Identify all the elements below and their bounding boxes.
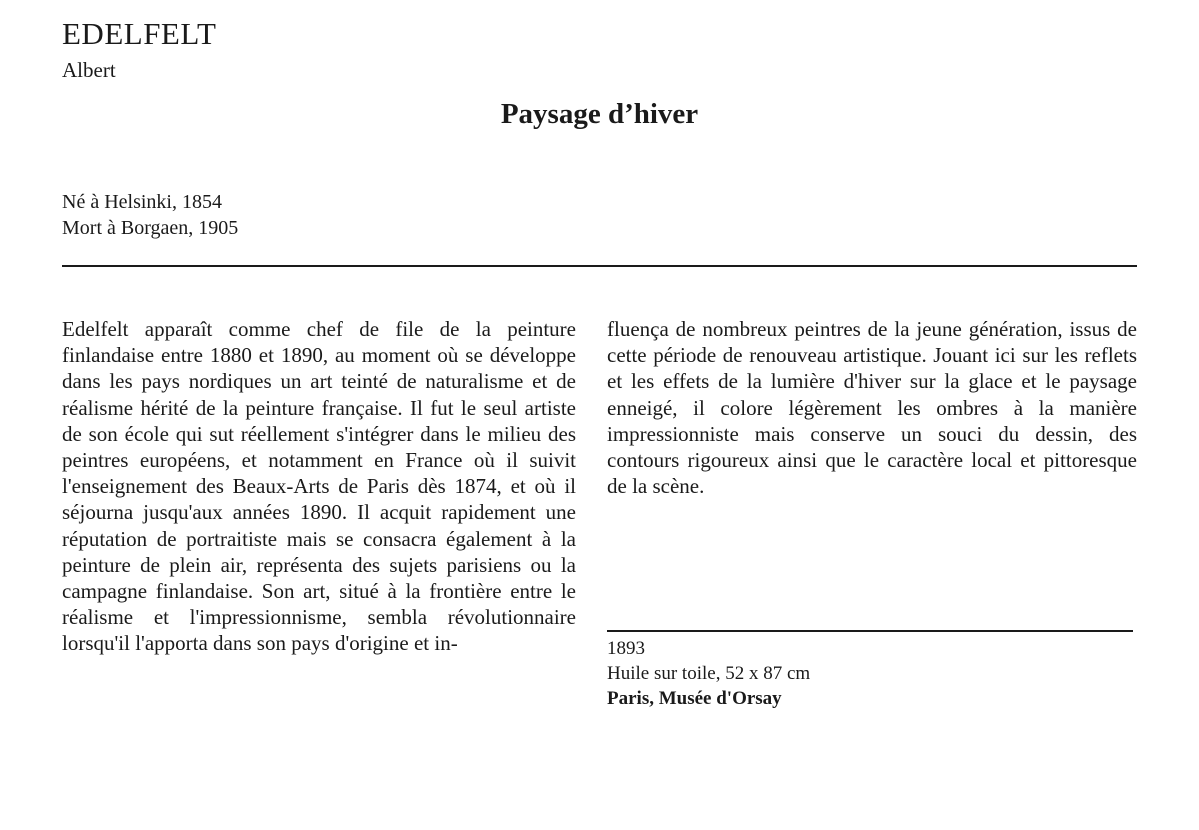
body-text-left-column: Edelfelt apparaît comme chef de file de la peinture finlandaise entre 1880 et 1890, au moment où se développe dans les pays nordiques un art teinté de naturalisme et de réalisme hérité de la peinture française. Il fut le seul artiste de son école qui sut réellement s'intégrer dans le milieu des peintres européens, et notamment en France où il suivit l'enseignement des Beaux-Arts de Paris dès 1874, et où il séjourna jusqu'aux années 1890. Il acquit rapidement une réputation de portraitiste mais se consacra également à la peinture de plein air, représenta des sujets parisiens ou la campagne finlandaise. Son art, situé à la frontière entre le réalisme et l'impressionnisme, sembla révolutionnaire lorsqu'il l'apporta dans son pays d'origine et in- bbox=[62, 317, 576, 656]
header-divider bbox=[62, 265, 1137, 267]
artwork-location: Paris, Musée d'Orsay bbox=[607, 688, 782, 709]
artist-life-dates bbox=[62, 189, 238, 241]
artwork-title: Paysage d’hiver bbox=[500, 98, 699, 130]
birth-line: Né à Helsinki, 1854 bbox=[62, 191, 222, 213]
artwork-medium: Huile sur toile, 52 x 87 cm bbox=[607, 663, 811, 684]
artist-firstname: Albert bbox=[62, 58, 116, 82]
artist-surname: EDELFELT bbox=[62, 16, 217, 51]
death-line: Mort à Borgaen, 1905 bbox=[62, 217, 239, 239]
artwork-year: 1893 bbox=[607, 638, 645, 659]
artwork-meta bbox=[607, 636, 810, 711]
body-text-right-column: fluença de nombreux peintres de la jeune génération, issus de cette période de renouveau artistique. Jouant ici sur les reflets et les effets de la lumière d'hiver sur la glace et le paysage enneigé, il colore légèrement les ombres à la manière impressionniste mais conserve un souci du dessin, des contours rigoureux ainsi que le caractère local et pittoresque de la scène. bbox=[607, 317, 1137, 499]
artwork-meta-divider bbox=[607, 630, 1133, 632]
